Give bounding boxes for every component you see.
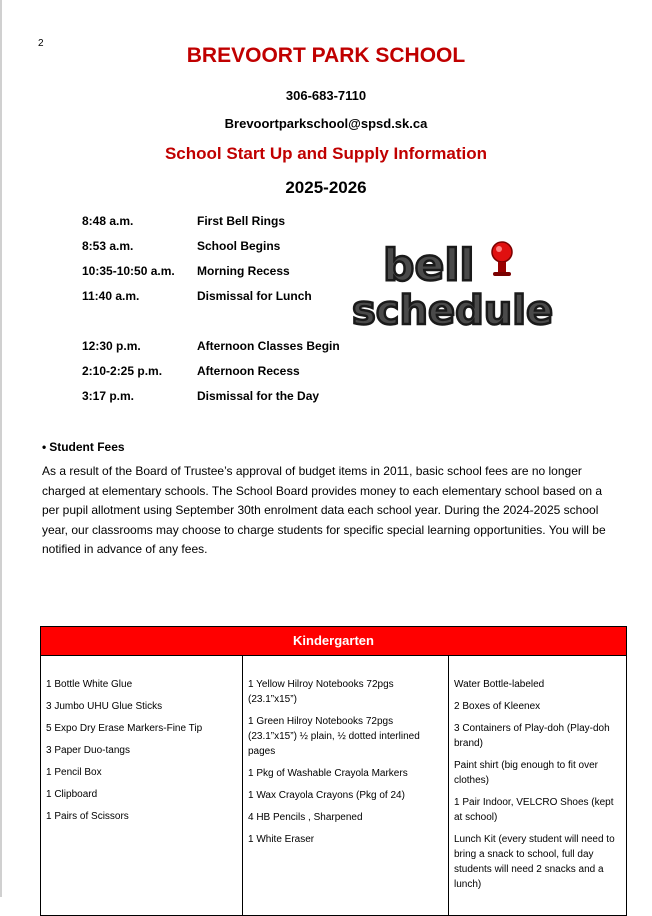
fees-heading-text: Student Fees bbox=[49, 440, 125, 454]
schedule-time: 8:48 a.m. bbox=[82, 214, 134, 228]
schedule-time: 8:53 a.m. bbox=[82, 239, 134, 253]
supply-item: 1 Pencil Box bbox=[46, 767, 102, 778]
supply-item: 2 Boxes of Kleenex bbox=[454, 701, 541, 712]
supply-item: 1 Pair Indoor, VELCRO Shoes (kept at school) bbox=[454, 797, 614, 823]
supply-column-2 bbox=[243, 655, 449, 915]
phone-number: 306-683-7110 bbox=[285, 88, 367, 103]
page-number: 2 bbox=[38, 38, 44, 49]
email-address: Brevoortparkschool@spsd.sk.ca bbox=[224, 116, 428, 131]
supply-column-3 bbox=[449, 655, 626, 915]
kindergarten-supply-table bbox=[40, 626, 627, 916]
school-year: 2025-2026 bbox=[285, 178, 367, 197]
student-fees-section bbox=[42, 440, 617, 560]
schedule-event: Afternoon Classes Begin bbox=[197, 339, 340, 353]
schedule-event: School Begins bbox=[197, 239, 281, 253]
schedule-event: Morning Recess bbox=[197, 264, 290, 278]
bell-schedule-graphic bbox=[350, 236, 570, 331]
schedule-word: schedule bbox=[352, 288, 554, 331]
supply-table-header: Kindergarten bbox=[41, 627, 626, 656]
school-title: BREVOORT PARK SCHOOL bbox=[186, 44, 466, 67]
schedule-event: Afternoon Recess bbox=[197, 364, 300, 378]
supply-item: 1 Clipboard bbox=[46, 789, 98, 800]
fees-heading bbox=[42, 440, 617, 454]
supply-item: 1 Yellow Hilroy Notebooks 72pgs (23.1”x15”) bbox=[248, 679, 394, 705]
supply-item: 3 Containers of Play-doh (Play-doh brand) bbox=[454, 723, 610, 749]
page-edge bbox=[0, 0, 2, 897]
supply-item: 3 Jumbo UHU Glue Sticks bbox=[46, 701, 163, 712]
document-subtitle: School Start Up and Supply Information bbox=[164, 144, 488, 163]
supply-item: 1 White Eraser bbox=[248, 834, 315, 845]
supply-item: 1 Wax Crayola Crayons (Pkg of 24) bbox=[248, 790, 405, 801]
bell-word: bell bbox=[383, 240, 475, 291]
fees-paragraph: As a result of the Board of Trustee’s approval of budget items in 2011, basic school fees are no longer charged at elementary schools. The School Board provides money to each elementary school based on a per pupil allotment using September 30th enrolment data each school year. During the 2024-2025 school year, our classrooms may choose to charge students for specific special learning opportunities. You will be notified in advance of any fees. bbox=[42, 464, 606, 556]
schedule-time: 11:40 a.m. bbox=[82, 289, 140, 303]
supply-item: 3 Paper Duo-tangs bbox=[46, 745, 130, 756]
supply-item: 1 Green Hilroy Notebooks 72pgs (23.1”x15”) ½ plain, ½ dotted interlined pages bbox=[248, 716, 420, 757]
supply-item: 1 Pkg of Washable Crayola Markers bbox=[248, 768, 408, 779]
schedule-event: Dismissal for the Day bbox=[197, 389, 320, 403]
schedule-time: 3:17 p.m. bbox=[82, 389, 135, 403]
bullet-icon: • bbox=[42, 440, 47, 454]
schedule-event: First Bell Rings bbox=[197, 214, 286, 228]
schedule-time: 2:10-2:25 p.m. bbox=[82, 364, 163, 378]
schedule-time: 10:35-10:50 a.m. bbox=[82, 264, 175, 278]
supply-item: Lunch Kit (every student will need to bring a snack to school, full day students will need 2 snacks and a lunch) bbox=[454, 834, 615, 890]
supply-item: 1 Bottle White Glue bbox=[46, 679, 133, 690]
bell-icon bbox=[492, 242, 512, 276]
supply-item: 4 HB Pencils , Sharpened bbox=[248, 812, 363, 823]
supply-column-1 bbox=[41, 655, 243, 915]
supply-item: Water Bottle-labeled bbox=[454, 679, 545, 690]
supply-item: Paint shirt (big enough to fit over clothes) bbox=[454, 760, 598, 786]
schedule-time: 12:30 p.m. bbox=[82, 339, 141, 353]
schedule-event: Dismissal for Lunch bbox=[197, 289, 312, 303]
supply-item: 1 Pairs of Scissors bbox=[46, 811, 129, 822]
supply-item: 5 Expo Dry Erase Markers-Fine Tip bbox=[46, 723, 203, 734]
